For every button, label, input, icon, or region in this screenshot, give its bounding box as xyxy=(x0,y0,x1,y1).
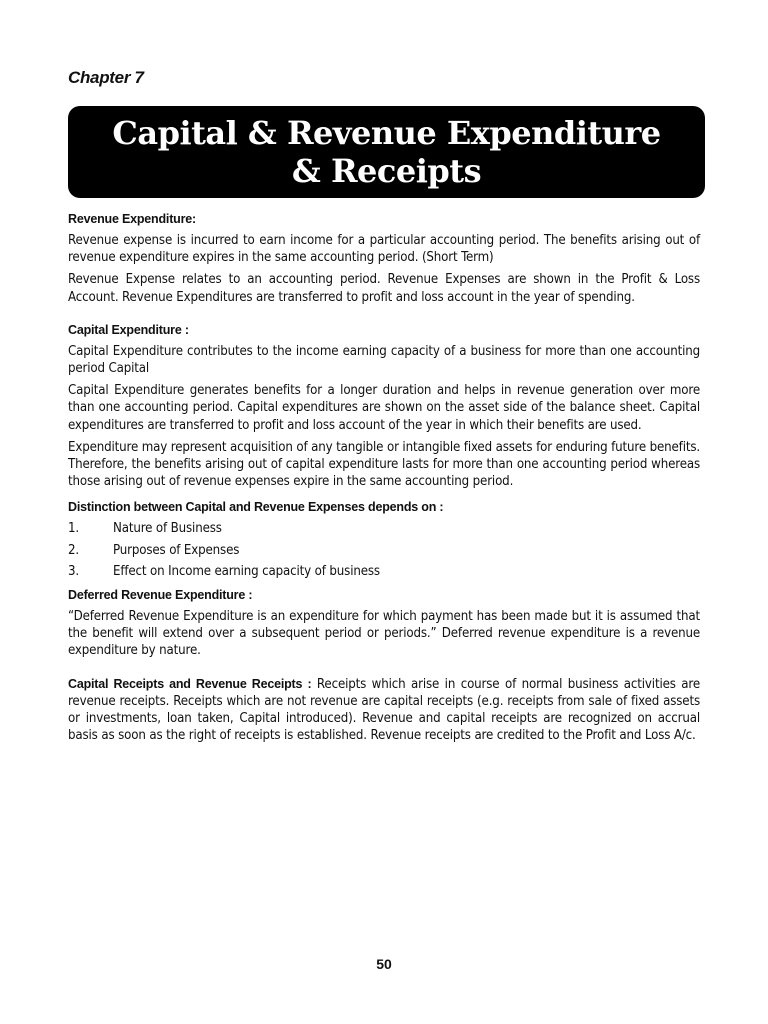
capital-expenditure-paragraph-1: Capital Expenditure contributes to the income earning capacity of a business for more than one accounting period Capital xyxy=(68,343,700,377)
chapter-title-banner xyxy=(68,106,705,198)
list-item-number: 1. xyxy=(68,521,80,537)
list-item xyxy=(68,563,700,580)
capital-expenditure-paragraph-2: Capital Expenditure generates benefits for a longer duration and helps in revenue generation over more than one accounting period. Capital expenditures are shown on the asset side of the balance sheet. Capital expenditures are transferred to profit and loss account of the year in which their benefits are used. xyxy=(68,383,700,433)
revenue-expenditure-paragraph-2: Revenue Expense relates to an accounting period. Revenue Expenses are shown in the Profit & Loss Account. Revenue Expenditures are transferred to profit and loss account in the year of spending. xyxy=(68,272,700,305)
revenue-expenditure-paragraph-1: Revenue expense is incurred to earn income for a particular accounting period. The benefits arising out of revenue expenditure expires in the same accounting period. (Short Term) xyxy=(68,233,700,266)
receipts-text: Receipts which arise in course of normal business activities are revenue receipts. Receipts which are not revenue are capital receipts (e.g. receipts from sale of fixed assets or investments, loan taken, Capital introduced). Revenue and capital receipts are recognized on accrual basis as soon as the right of receipts is established. Revenue receipts are credited to the Profit and Loss A/c. xyxy=(68,676,700,744)
list-item xyxy=(68,520,700,537)
capital-expenditure-heading: Capital Expenditure : xyxy=(68,322,189,337)
revenue-expenditure-heading: Revenue Expenditure: xyxy=(68,212,196,226)
receipts-paragraph xyxy=(68,676,700,745)
receipts-heading: Capital Receipts and Revenue Receipts : xyxy=(68,676,312,691)
list-item-number: 2. xyxy=(68,542,80,558)
capital-expenditure-paragraph-3: Expenditure may represent acquisition of any tangible or intangible fixed assets for enduring future benefits. Therefore, the benefits arising out of capital expenditure lasts for more than one accounting period whereas those arising out of revenue expenses expire in the same accounting period. xyxy=(68,439,700,490)
distinction-heading: Distinction between Capital and Revenue Expenses depends on : xyxy=(68,500,444,515)
chapter-title-line-1: Capital & Revenue Expenditure xyxy=(112,114,661,152)
list-item-number: 3. xyxy=(68,563,80,579)
chapter-title-line-2: & Receipts xyxy=(291,152,482,190)
list-item xyxy=(68,542,700,559)
list-item-text: Effect on Income earning capacity of business xyxy=(113,563,380,579)
list-item-text: Nature of Business xyxy=(113,521,222,537)
distinction-list xyxy=(68,520,700,580)
page-number: 50 xyxy=(376,956,392,972)
document-body xyxy=(68,211,700,749)
deferred-revenue-paragraph: “Deferred Revenue Expenditure is an expenditure for which payment has been made but it is assumed that the benefit will extend over a subsequent period or periods.” Deferred revenue expenditure is a revenue expenditure by nature. xyxy=(68,609,700,659)
list-item-text: Purposes of Expenses xyxy=(113,542,240,558)
deferred-revenue-heading: Deferred Revenue Expenditure : xyxy=(68,588,253,603)
chapter-label: Chapter 7 xyxy=(68,68,144,87)
